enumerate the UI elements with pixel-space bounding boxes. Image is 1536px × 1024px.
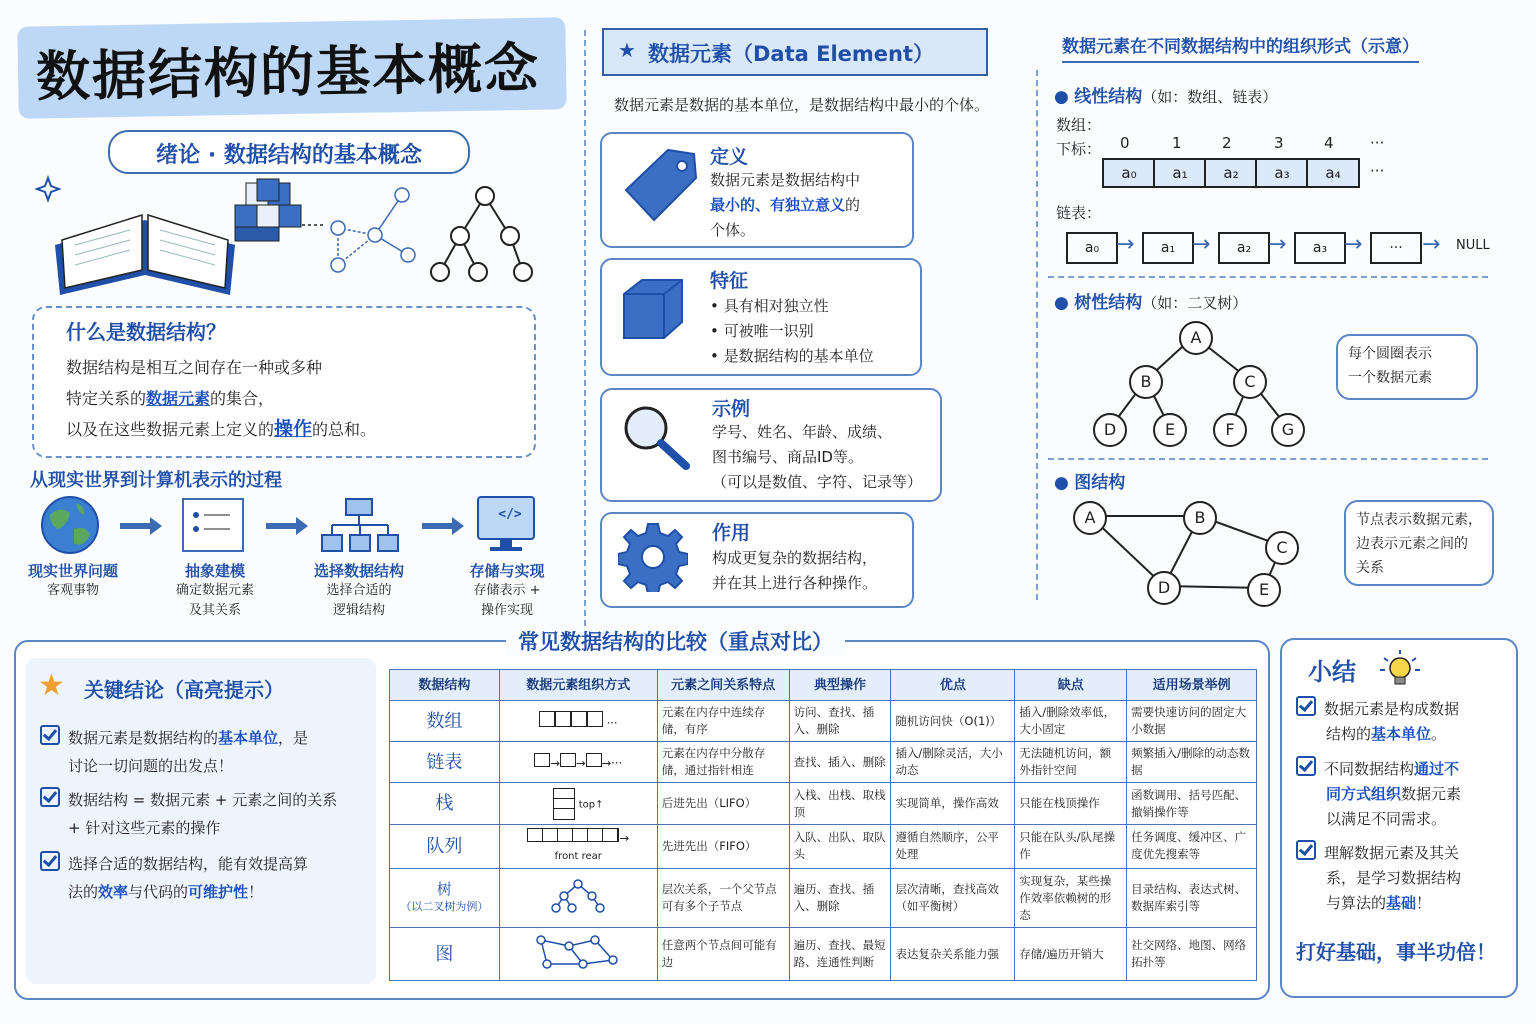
features-list [710,294,874,369]
tree-title: 树性结构 [1074,293,1143,313]
graph-node: A [1073,501,1107,535]
arrow-icon: → [1422,232,1441,257]
feature-text: 可被唯一识别 [723,322,814,340]
table-row [390,783,1257,824]
arrow-icon: → [1344,232,1363,257]
key-box [26,658,376,984]
table-cell: 层次清晰，查找高效（如平衡树） [891,868,1015,927]
checkbox-icon [40,787,60,807]
key-item2-line2: + 针对这些元素的操作 [68,819,221,837]
table-cell: 只能在栈顶操作 [1015,783,1127,824]
table-row [390,928,1257,981]
divider-left [584,30,586,626]
org-diagram: → → →··· [499,742,657,783]
summary-item3-em: 基础 [1386,894,1417,912]
process-step-1 [8,560,138,601]
sparkle-icon [37,178,59,200]
table-row [390,824,1257,868]
definition-line2-em: 最小的、有独立意义 [710,196,846,214]
table-cell: 实现简单，操作高效 [891,783,1015,824]
graph-network-icon [331,188,415,272]
linear-heading [1054,82,1277,107]
table-cell: 遵循自然顺序，公平处理 [891,824,1015,868]
open-book-icon [55,215,235,295]
summary-item3-line2: 系，是学习数据结构 [1326,869,1462,887]
mini-tree-icon [548,878,608,914]
forms-heading: 数据元素在不同数据结构中的组织形式（示意） [1062,32,1419,63]
summary-item-3 [1296,840,1512,916]
graph-node: C [1265,531,1299,565]
tree-bubble-line1: 每个圆圈表示 [1348,346,1432,362]
table-cell: 访问、查找、插入、删除 [789,701,891,742]
magnifier-icon [618,400,694,472]
linear-note: （如：数组、链表） [1142,88,1278,106]
row-name-note: （以二叉树为例） [400,900,489,914]
monitor-icon [478,497,534,551]
summary-item1-pre: 结构的 [1326,725,1372,743]
process-icons [38,495,558,557]
table-cell: 遍历、查找、最短路、连通性判断 [789,928,891,981]
table-cell: 插入/删除灵活，大小动态 [891,742,1015,783]
key-heading: 关键结论（高亮提示） [84,678,284,702]
tree-note: （如：二叉树） [1142,294,1248,312]
array-cell: a₀ [1102,158,1156,188]
row-name [390,868,500,927]
table-cell: 层次关系，一个父节点可有多个子节点 [657,868,789,927]
intro-illustration [30,170,570,310]
examples-title: 示例 [712,398,751,420]
summary-item3-pre: 与算法的 [1326,894,1387,912]
key-item1-em: 基本单位 [218,729,279,747]
what-is-line2 [66,383,274,414]
checkbox-icon [1296,756,1316,776]
org-diagram [499,783,657,824]
bullet-icon: ● [1054,293,1069,313]
tree-icon [431,187,532,281]
bullet-icon: ● [1054,87,1069,107]
globe-icon [42,497,98,553]
table-cell: 社交网络、地图、网络拓扑等 [1127,928,1257,981]
index-value: 2 [1222,134,1232,152]
null-label: NULL [1456,238,1490,253]
array-label: 数组： [1056,116,1102,134]
summary-item-1 [1296,696,1512,747]
list-node: ··· [1370,232,1422,264]
document-icon [183,499,243,551]
what-is-line3-post: 的总和。 [312,420,377,439]
key-item3-line2 [40,878,370,906]
graph-node: E [1247,573,1281,607]
graph-bubble-line2: 边表示元素之间的 [1356,536,1468,552]
key-item2-line1: 数据结构 = 数据元素 + 元素之间的关系 [68,791,338,809]
examples-card [600,388,942,502]
compare-heading: 常见数据结构的比较（重点对比） [506,626,845,656]
key-item3-em2: 可维护性 [188,883,249,901]
tree-node: G [1271,413,1305,447]
step-label: 现实世界问题 [27,562,118,580]
what-is-heading: 什么是数据结构？ [66,320,226,344]
tree-bubble [1336,334,1478,400]
process-heading: 从现实世界到计算机表示的过程 [30,470,282,491]
definition-title: 定义 [710,146,749,168]
arrow-icon: → [1192,232,1211,257]
org-diagram: ··· [499,701,657,742]
what-is-line3-pre: 以及在这些数据元素上定义的 [66,420,275,439]
table-cell: 入栈、出栈、取栈顶 [789,783,891,824]
summary-slogan: 打好基础，事半功倍！ [1296,940,1496,964]
summary-heading: 小结 [1308,658,1356,686]
what-is-box [32,306,536,458]
list-node: a₁ [1142,232,1194,264]
tree-node: F [1213,413,1247,447]
table-cell: 实现复杂，某些操作效率依赖树的形态 [1015,868,1127,927]
table-cell: 频繁插入/删除的动态数据 [1127,742,1257,783]
key-item3-line1: 选择合适的数据结构，能有效提高算 [68,855,309,873]
index-value: 4 [1324,134,1334,152]
row-name: 栈 [390,783,500,824]
array-ellipsis: ··· [1370,162,1385,180]
summary-item1-em: 基本单位 [1371,725,1432,743]
tree-heading [1054,288,1247,313]
graph-bubble-line3: 关系 [1356,560,1384,576]
row-name: 链表 [390,742,500,783]
table-row [390,742,1257,783]
table-row [390,868,1257,927]
examples-text [712,420,922,495]
table-cell: 需要快速访问的固定大小数据 [1127,701,1257,742]
graph-title: 图结构 [1074,473,1126,493]
key-item3-post: ！ [248,883,264,901]
step-label: 选择数据结构 [313,562,404,580]
element-intro: 数据元素是数据的基本单位，是数据结构中最小的个体。 [614,96,990,114]
list-node: a₃ [1294,232,1346,264]
forms-divider [1048,276,1488,278]
what-is-line2-post: 的集合， [210,389,275,408]
array-cell: a₁ [1153,158,1207,188]
element-banner-text: 数据元素（Data Element） [648,42,935,66]
bullet-icon: ● [1054,473,1069,493]
definition-card [600,132,914,248]
hierarchy-icon [322,499,398,551]
row-name: 数组 [390,701,500,742]
step-sub: 客观事物 [46,583,99,598]
feature-item: • 具有相对独立性 [710,297,829,315]
element-banner [602,28,988,76]
examples-line3: （可以是数值、字符、记录等） [712,473,923,491]
what-is-line1: 数据结构是相互之间存在一种或多种 [66,358,323,377]
cube-icon [620,276,686,342]
summary-panel [1280,638,1518,998]
checkbox-icon [40,851,60,871]
table-cell: 先进先出（FIFO） [657,824,789,868]
column-header: 数据元素组织方式 [499,670,657,701]
table-cell: 随机访问快（O(1)） [891,701,1015,742]
comparison-table [389,669,1257,981]
org-diagram: → front rear [499,824,657,868]
table-cell: 表达复杂关系能力强 [891,928,1015,981]
table-cell: 只能在队头/队尾操作 [1015,824,1127,868]
tree-node: D [1093,413,1127,447]
forms-divider [1048,458,1488,460]
star-icon: ★ [618,38,636,62]
tree-node: B [1129,365,1163,399]
what-is-line2-em: 数据元素 [146,389,211,408]
table-cell: 任务调度、缓冲区、广度优先搜索等 [1127,824,1257,868]
table-cell: 任意两个节点间可能有边 [657,928,789,981]
key-item-3 [40,850,370,906]
table-cell: 目录结构、表达式树、数据库索引等 [1127,868,1257,927]
role-card [600,512,914,608]
row-name: 队列 [390,824,500,868]
process-step-3 [294,560,424,621]
array-cell: a₂ [1204,158,1258,188]
definition-text [710,168,860,243]
examples-line1: 学号、姓名、年龄、成绩、 [712,423,893,441]
column-header: 缺点 [1015,670,1127,701]
definition-line3: 个体。 [710,221,756,239]
what-is-line3 [66,414,376,445]
table-row [390,701,1257,742]
org-diagram [499,868,657,927]
code-icon: </> [498,507,522,522]
process-step-2 [150,560,280,621]
step-label: 抽象建模 [184,562,245,580]
column-header: 数据结构 [390,670,500,701]
step-sub: 操作实现 [480,603,533,618]
role-text [712,546,877,596]
step-label: 存储与实现 [469,562,545,580]
table-cell: 遍历、查找、插入、删除 [789,868,891,927]
arrow-icon: → [1268,232,1287,257]
linked-list [1066,232,1496,264]
step-sub: 选择合适的 [326,583,392,598]
main-title-banner [17,17,567,119]
key-item3-pre: 法的 [68,883,99,901]
tree-node: A [1179,321,1213,355]
arrow-icon [422,517,464,535]
definition-line2-post: 的 [845,196,861,214]
arrow-icon [266,517,308,535]
summary-item1-post: 。 [1431,725,1447,743]
tree-node: E [1153,413,1187,447]
subtitle-pill [108,130,470,174]
row-name: 图 [390,928,500,981]
key-item-2 [40,786,370,842]
lightbulb-icon [1378,648,1424,688]
summary-item2-line3: 以满足不同需求。 [1326,810,1447,828]
process-step-4 [442,560,572,621]
index-label: 下标： [1056,140,1102,158]
array-cell: a₃ [1255,158,1309,188]
graph-heading [1054,468,1125,493]
step-sub: 逻辑结构 [332,603,385,618]
key-item1-line2: 讨论一切问题的出发点！ [68,757,234,775]
graph-bubble-line1: 节点表示数据元素， [1356,512,1482,528]
index-value: 1 [1172,134,1182,152]
graph-bubble [1344,500,1494,586]
star-icon: ★ [38,668,65,703]
role-line1: 构成更复杂的数据结构， [712,549,878,567]
summary-item1-line1: 数据元素是构成数据 [1324,700,1460,718]
key-item1-post: ，是 [278,729,309,747]
what-is-line3-em: 操作 [274,418,313,440]
summary-item2-post: 数据元素 [1401,785,1462,803]
tree-bubble-line2: 一个数据元素 [1348,370,1432,386]
feature-item: • 是数据结构的基本单位 [710,347,874,365]
subtitle-text: 绪论 · 数据结构的基本概念 [156,143,422,168]
arrow-icon [120,517,162,535]
index-ellipsis: ··· [1370,134,1385,152]
cubes-icon [235,179,301,241]
list-node: a₂ [1218,232,1270,264]
step-sub: 确定数据元素 [175,583,254,598]
role-title: 作用 [712,522,751,544]
mini-graph-icon [533,932,623,972]
column-header: 适用场景举例 [1127,670,1257,701]
array-cell: a₄ [1306,158,1360,188]
gear-icon [618,522,688,592]
table-cell: 查找、插入、删除 [789,742,891,783]
table-cell: 入队、出队、取队头 [789,824,891,868]
index-value: 3 [1274,134,1284,152]
summary-item2-em2: 同方式组织 [1326,785,1402,803]
table-cell: 插入/删除效率低，大小固定 [1015,701,1127,742]
role-line2: 并在其上进行各种操作。 [712,574,878,592]
graph-node: D [1147,571,1181,605]
index-row [1102,134,1385,154]
feature-text: 具有相对独立性 [723,297,829,315]
key-item1-pre: 数据元素是数据结构的 [68,729,219,747]
page-title: 数据结构的基本概念 [35,36,541,109]
summary-item-2 [1296,756,1512,832]
column-header: 元素之间关系特点 [657,670,789,701]
features-title: 特征 [710,270,749,292]
table-cell: 后进先出（LIFO） [657,783,789,824]
divider-right [1036,70,1038,600]
key-item3-mid: 与代码的 [128,883,189,901]
stack-top-label: top↑ [578,799,604,810]
org-diagram [499,928,657,981]
key-item-1 [40,724,370,780]
feature-text: 是数据结构的基本单位 [723,347,874,365]
graph-node: B [1183,501,1217,535]
summary-item2-em1: 通过不 [1414,760,1460,778]
definition-line1: 数据元素是数据结构中 [710,171,861,189]
tag-icon [616,146,700,230]
summary-item3-post: ！ [1416,894,1432,912]
index-value: 0 [1120,134,1130,152]
table-cell: 函数调用、括号匹配、撤销操作等 [1127,783,1257,824]
key-item3-em1: 效率 [98,883,129,901]
linear-title: 线性结构 [1074,87,1143,107]
table-cell: 存储/遍历开销大 [1015,928,1127,981]
checkbox-icon [1296,696,1316,716]
examples-line2: 图书编号、商品ID等。 [712,448,863,466]
list-label: 链表： [1056,204,1102,222]
step-sub: 存储表示 + [473,583,541,598]
row-name-text: 树 [436,880,452,899]
list-node: a₀ [1066,232,1118,264]
queue-label: front rear [554,850,602,862]
feature-item: • 可被唯一识别 [710,322,814,340]
table-header-row [390,670,1257,701]
table-cell: 元素在内存中分散存储，通过指针相连 [657,742,789,783]
what-is-line2-pre: 特定关系的 [66,389,147,408]
table-cell: 元素在内存中连续存储，有序 [657,701,789,742]
table-cell: 无法随机访问，额外指针空间 [1015,742,1127,783]
step-sub: 及其关系 [188,603,241,618]
column-header: 典型操作 [789,670,891,701]
column-header: 优点 [891,670,1015,701]
summary-item3-line1: 理解数据元素及其关 [1324,844,1460,862]
checkbox-icon [40,725,60,745]
features-card [600,258,922,376]
tree-node: C [1233,365,1267,399]
summary-item2-pre: 不同数据结构 [1324,760,1415,778]
arrow-icon: → [1116,232,1135,257]
checkbox-icon [1296,840,1316,860]
